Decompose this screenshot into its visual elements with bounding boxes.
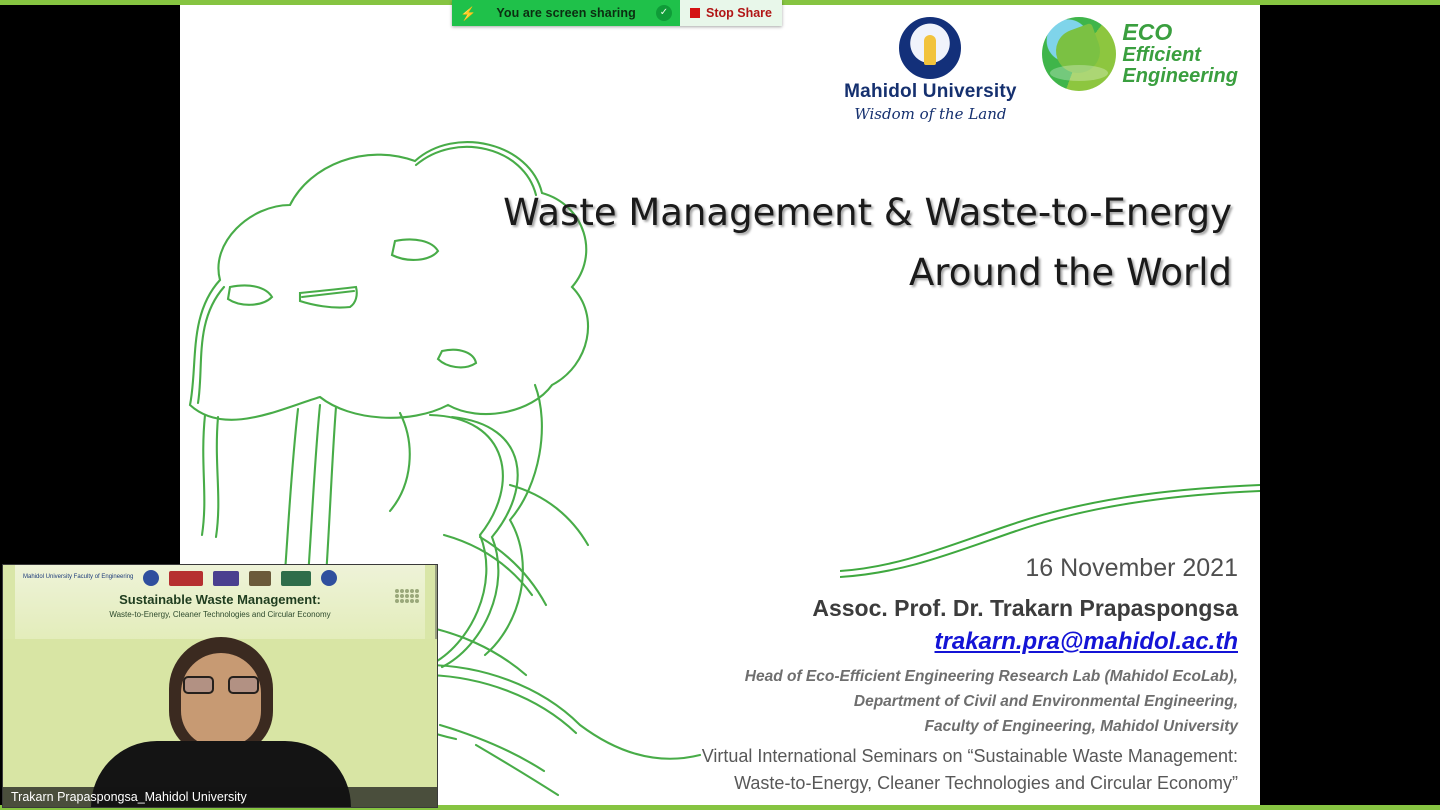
sharing-status-text: You are screen sharing [496, 6, 636, 20]
video-inner-logo-row [15, 565, 425, 586]
slide-title-line1: Waste Management & Waste-to-Energy [503, 191, 1232, 234]
seminar-line2: Waste-to-Energy, Cleaner Technologies and Circular Economy” [734, 773, 1238, 793]
seminar-subtitle [518, 743, 1238, 797]
slide-logos [840, 17, 1238, 123]
shield-check-icon[interactable]: ✓ [656, 5, 672, 21]
partner-logo-icon-3 [213, 571, 239, 586]
partner-logo-icon-1 [143, 570, 159, 586]
participant-video-tile[interactable] [2, 564, 438, 808]
mahidol-university-logo [840, 17, 1020, 123]
eco-leaf-icon [1042, 17, 1116, 91]
video-inner-slide [15, 565, 425, 647]
presenter-email-link[interactable]: trakarn.pra@mahidol.ac.th [934, 627, 1238, 655]
slide-title-line2: Around the World [908, 250, 1232, 294]
eco-logo-line2: Efficient [1122, 43, 1201, 66]
affiliation-line2: Department of Civil and Environmental Engineering, [853, 692, 1238, 710]
stop-share-button[interactable] [680, 0, 782, 26]
stop-square-icon [690, 8, 700, 18]
video-corner-dots-icon [395, 589, 421, 603]
slide-footer [518, 554, 1238, 797]
video-mahidol-logo-label: Mahidol University Faculty of Engineering [23, 574, 134, 581]
stop-share-label: Stop Share [706, 6, 772, 20]
partner-logo-icon-4 [249, 571, 271, 586]
mahidol-seal-icon [899, 17, 961, 79]
webcam-feed [3, 639, 438, 807]
participant-name-label: Trakarn Prapaspongsa_Mahidol University [3, 787, 438, 807]
partner-logo-icon-5 [281, 571, 311, 586]
eco-logo-line3: Engineering [1122, 65, 1238, 88]
glasses-icon [183, 675, 259, 695]
eco-efficient-engineering-logo [1042, 17, 1238, 91]
video-inner-slide-subtitle: Waste-to-Energy, Cleaner Technologies and Circular Economy [109, 610, 331, 619]
lightning-icon: ⚡ [460, 5, 477, 21]
partner-logo-icon-6 [321, 570, 337, 586]
affiliation-line1: Head of Eco-Efficient Engineering Research Lab (Mahidol EcoLab), [744, 667, 1238, 685]
presenter-affiliation [518, 664, 1238, 739]
person-face [181, 653, 261, 747]
screen-sharing-toolbar [452, 0, 782, 26]
eco-logo-line1: ECO [1122, 18, 1173, 45]
partner-logo-icon-2 [169, 571, 203, 586]
seminar-line1: Virtual International Seminars on “Sustainable Waste Management: [701, 746, 1238, 766]
mahidol-logo-name: Mahidol University [844, 81, 1017, 102]
affiliation-line3: Faculty of Engineering, Mahidol University [924, 717, 1238, 735]
video-inner-slide-title: Sustainable Waste Management: [119, 592, 321, 607]
slide-date: 16 November 2021 [1025, 553, 1238, 582]
slide-title [472, 183, 1232, 303]
presenter-name: Assoc. Prof. Dr. Trakarn Prapaspongsa [812, 594, 1238, 621]
mahidol-logo-tagline: Wisdom of the Land [854, 105, 1007, 123]
